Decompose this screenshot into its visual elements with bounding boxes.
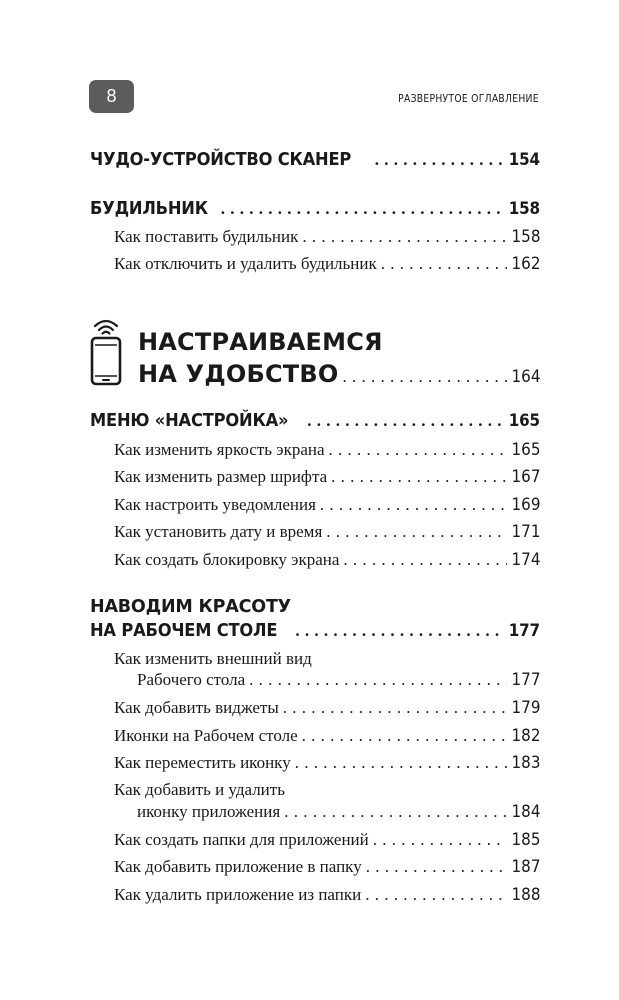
chapter-title-line1: НАСТРАИВАЕМСЯ — [138, 328, 383, 356]
toc-page: 171 — [511, 522, 540, 541]
toc-entry-alarm-off[interactable] — [0, 254, 540, 274]
toc-page: 165 — [511, 440, 540, 459]
toc-label-desktop-look-line1: Как изменить внешний вид — [114, 649, 312, 668]
toc-page: 187 — [511, 857, 540, 876]
toc-page: 177 — [508, 621, 540, 640]
toc-entry-widgets[interactable] — [0, 698, 540, 718]
leader-dots — [295, 621, 504, 641]
toc-entry-add-to-folder[interactable] — [0, 857, 540, 877]
toc-page: 158 — [508, 199, 540, 218]
toc-label: Как удалить приложение из папки — [114, 885, 362, 904]
leader-dots — [329, 440, 507, 460]
toc-page: 162 — [511, 254, 540, 273]
toc-page: 158 — [511, 227, 540, 246]
toc-entry-folders[interactable] — [0, 830, 540, 850]
leader-dots — [221, 199, 504, 219]
leader-dots — [295, 753, 507, 773]
toc-entry-font-size[interactable] — [0, 467, 540, 487]
toc-entry-scanner[interactable] — [0, 150, 540, 170]
toc-label: Как создать блокировку экрана — [114, 550, 340, 569]
toc-label: Как добавить приложение в папку — [114, 857, 362, 876]
toc-page: 184 — [511, 802, 540, 821]
page-number-badge: 8 — [89, 80, 134, 113]
running-head: РАЗВЕРНУТОЕ ОГЛАВЛЕНИЕ — [398, 93, 539, 105]
leader-dots — [343, 550, 506, 570]
toc-entry-chapter[interactable] — [0, 360, 540, 388]
toc-entry-datetime[interactable] — [0, 522, 540, 542]
leader-dots — [320, 495, 507, 515]
toc-entry-move-icon[interactable] — [0, 753, 540, 773]
chapter-page: 164 — [511, 367, 540, 386]
toc-entry-remove-from-folder[interactable] — [0, 885, 540, 905]
leader-dots — [283, 698, 507, 718]
toc-entry-add-remove-icon[interactable] — [0, 802, 540, 822]
toc-page: 183 — [511, 753, 540, 772]
toc-label: Как переместить иконку — [114, 753, 291, 772]
leader-dots — [302, 726, 507, 746]
toc-label: Иконки на Рабочем столе — [114, 726, 298, 745]
toc-label: НА РАБОЧЕМ СТОЛЕ — [90, 621, 278, 641]
leader-dots — [375, 150, 504, 170]
toc-page: 174 — [511, 550, 540, 569]
toc-entry-settings-menu[interactable] — [0, 411, 540, 431]
leader-dots — [342, 367, 506, 387]
toc-page: 177 — [511, 670, 540, 689]
toc-page: 185 — [511, 830, 540, 849]
leader-dots — [381, 254, 507, 274]
leader-dots — [284, 802, 506, 822]
toc-label: БУДИЛЬНИК — [90, 199, 208, 219]
toc-page: 154 — [508, 150, 540, 169]
toc-label: Как изменить яркость экрана — [114, 440, 325, 459]
toc-label: ЧУДО-УСТРОЙСТВО СКАНЕР — [90, 150, 352, 170]
leader-dots — [366, 857, 507, 877]
toc-entry-notifications[interactable] — [0, 495, 540, 515]
leader-dots — [326, 522, 506, 542]
toc-entry-alarm-set[interactable] — [0, 227, 540, 247]
toc-page: 167 — [511, 467, 540, 486]
toc-entry-alarm[interactable] — [0, 199, 540, 219]
leader-dots — [302, 227, 506, 247]
toc-entry-icons[interactable] — [0, 726, 540, 746]
toc-label: Рабочего стола — [137, 670, 246, 689]
leader-dots — [365, 885, 506, 905]
toc-entry-brightness[interactable] — [0, 440, 540, 460]
toc-page: 182 — [511, 726, 540, 745]
toc-label: Как изменить размер шрифта — [114, 467, 328, 486]
toc-label: Как установить дату и время — [114, 522, 323, 541]
toc-page: 188 — [511, 885, 540, 904]
leader-dots — [249, 670, 506, 690]
toc-label: иконку приложения — [137, 802, 281, 821]
toc-label-desktop-line1: НАВОДИМ КРАСОТУ — [90, 597, 291, 617]
toc-page: 179 — [511, 698, 540, 717]
toc-label: Как создать папки для приложений — [114, 830, 369, 849]
toc-page: 165 — [508, 411, 540, 430]
leader-dots — [373, 830, 507, 850]
toc-entry-desktop-look[interactable] — [0, 670, 540, 690]
toc-page: 169 — [511, 495, 540, 514]
toc-label-add-remove-icon-line1: Как добавить и удалить — [114, 780, 285, 799]
toc-label: Как добавить виджеты — [114, 698, 279, 717]
chapter-title-line2: НА УДОБСТВО — [138, 360, 339, 388]
leader-dots — [331, 467, 506, 487]
toc-label: Как отключить и удалить будильник — [114, 254, 377, 273]
toc-entry-desktop[interactable] — [0, 621, 540, 641]
toc-entry-lockscreen[interactable] — [0, 550, 540, 570]
leader-dots — [307, 411, 504, 431]
toc-label: Как настроить уведомления — [114, 495, 316, 514]
toc-label: Как поставить будильник — [114, 227, 299, 246]
toc-label: МЕНЮ «НАСТРОЙКА» — [90, 411, 289, 431]
